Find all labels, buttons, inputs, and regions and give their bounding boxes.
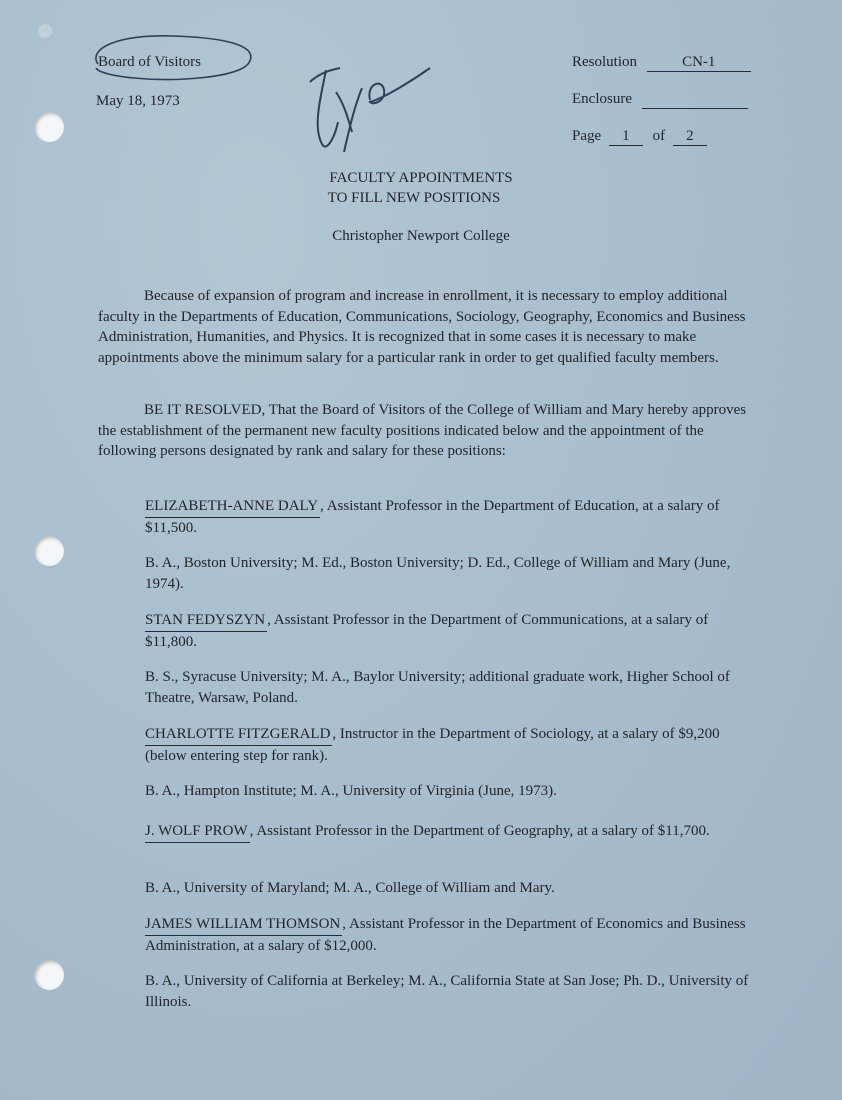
appointee-name: JAMES WILLIAM THOMSON bbox=[145, 914, 342, 936]
corner-tear-mark bbox=[38, 24, 52, 38]
page-row bbox=[572, 128, 751, 165]
punch-hole-top bbox=[34, 112, 64, 142]
document-title bbox=[0, 168, 842, 208]
appointee-credentials: B. A., Boston University; M. Ed., Boston University; D. Ed., College of William and Mary (June, 1974). bbox=[145, 555, 731, 592]
enclosure-label: Enclosure bbox=[572, 91, 632, 107]
appointment-details: , Assistant Professor in the Department of Education, at a salary of $11,500. bbox=[145, 498, 720, 536]
enclosure-value bbox=[642, 91, 748, 109]
intro-paragraph: Because of expansion of program and increase in enrollment, it is necessary to employ additional faculty in the Departments of Education, Communications, Sociology, Geography, Economics and Business Administration, Humanities, and Physics. It is recognized that in some cases it is necessary to make appointments above the minimum salary for a particular rank in order to get qualified faculty members. bbox=[98, 288, 746, 366]
appointee-name: STAN FEDYSZYN bbox=[145, 610, 267, 632]
appointee-credentials: B. A., University of Maryland; M. A., College of William and Mary. bbox=[145, 880, 555, 896]
meeting-date: May 18, 1973 bbox=[96, 93, 180, 109]
resolution-label: Resolution bbox=[572, 54, 638, 70]
appointment-entry bbox=[145, 610, 760, 652]
enclosure-row bbox=[572, 91, 751, 128]
appointment-details: , Instructor in the Department of Sociology, at a salary of $9,200 (below entering step for rank). bbox=[145, 726, 720, 764]
title-line-2: TO FILL NEW POSITIONS bbox=[327, 190, 501, 206]
punch-hole-middle bbox=[34, 536, 64, 566]
of-label: of bbox=[652, 128, 666, 144]
appointment-details: , Assistant Professor in the Department of Communications, at a salary of $11,800. bbox=[145, 612, 709, 650]
appointee-credentials: B. A., University of California at Berkeley; M. A., California State at San Jose; Ph. D., University of Illinois. bbox=[145, 973, 749, 1010]
page-number: 1 bbox=[609, 128, 643, 146]
appointee-name: ELIZABETH-ANNE DALY bbox=[145, 496, 320, 518]
appointee-name: J. WOLF PROW bbox=[145, 821, 250, 843]
resolution-value: CN-1 bbox=[647, 54, 751, 72]
punch-hole-bottom bbox=[34, 960, 64, 990]
board-of-visitors-text: Board of Visitors bbox=[98, 54, 201, 70]
appointment-entry bbox=[145, 724, 760, 766]
title-line-1: FACULTY APPOINTMENTS bbox=[329, 170, 513, 186]
appointment-entry bbox=[145, 914, 760, 956]
page-total: 2 bbox=[673, 128, 707, 146]
appointee-credentials: B. A., Hampton Institute; M. A., University of Virginia (June, 1973). bbox=[145, 783, 557, 799]
header-right bbox=[572, 54, 751, 165]
appointment-entry bbox=[145, 821, 760, 843]
board-label bbox=[96, 54, 201, 71]
page-label: Page bbox=[572, 128, 602, 144]
handwritten-initials-signature bbox=[300, 48, 440, 158]
appointee-credentials: B. S., Syracuse University; M. A., Baylor University; additional graduate work, Higher School of Theatre, Warsaw, Poland. bbox=[145, 669, 730, 706]
appointment-details: , Assistant Professor in the Department of Economics and Business Administration, at a salary of $12,000. bbox=[145, 916, 746, 954]
header-left bbox=[96, 54, 201, 110]
college-name: Christopher Newport College bbox=[332, 228, 510, 244]
appointment-entry bbox=[145, 496, 760, 538]
appointee-name: CHARLOTTE FITZGERALD bbox=[145, 724, 332, 746]
resolved-paragraph: BE IT RESOLVED, That the Board of Visitors of the College of William and Mary hereby approves the establishment of the permanent new faculty positions indicated below and the appointment of the following persons designated by rank and salary for these positions: bbox=[98, 402, 747, 460]
appointment-details: , Assistant Professor in the Department of Geography, at a salary of $11,700. bbox=[249, 823, 710, 839]
resolution-row bbox=[572, 54, 751, 91]
